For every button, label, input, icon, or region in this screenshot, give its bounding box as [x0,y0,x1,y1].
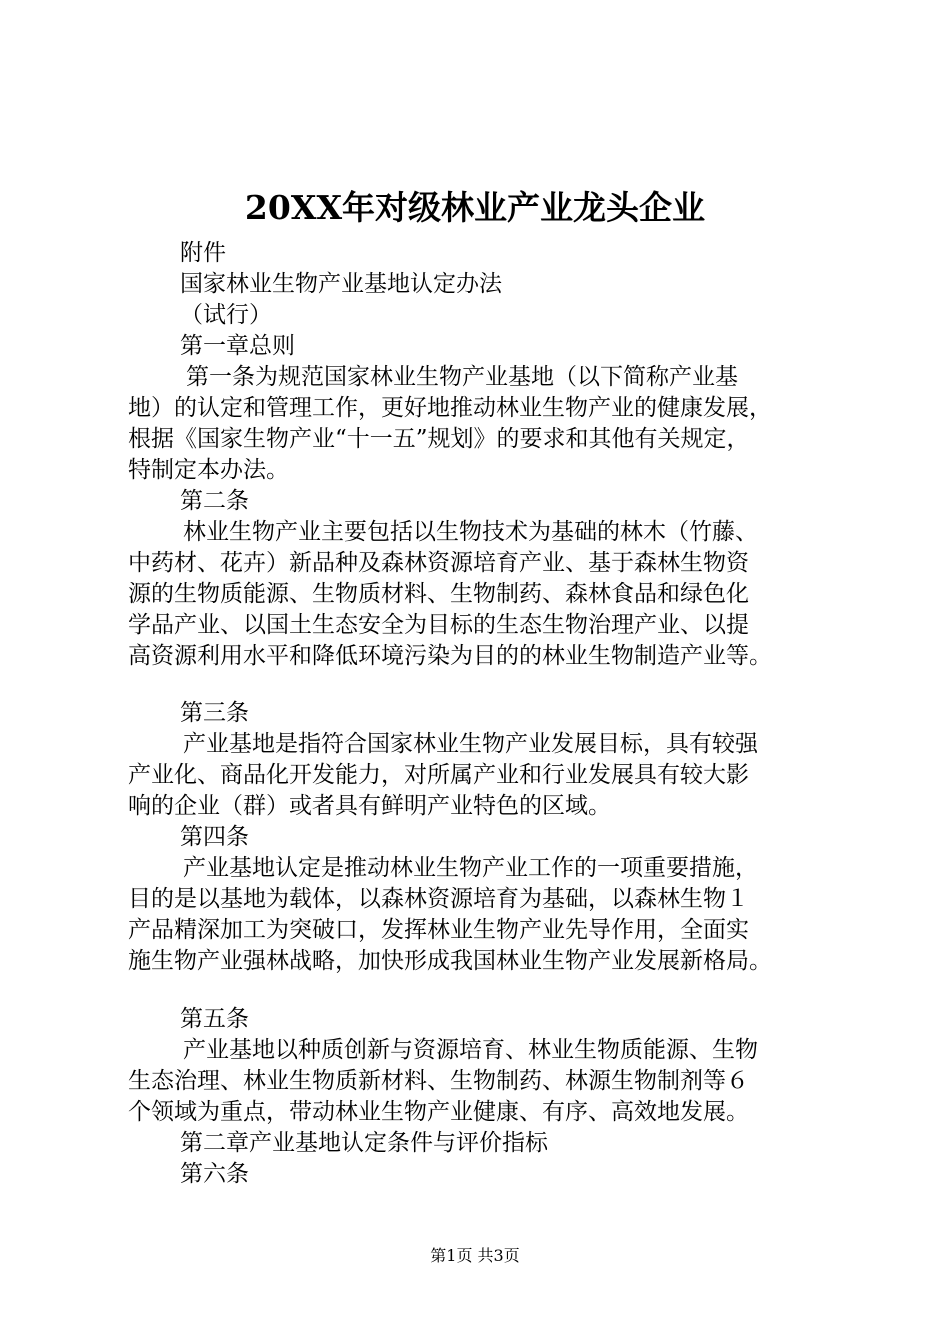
article-1-line: 第一条为规范国家林业生物产业基地（以下简称产业基 [186,364,738,390]
article-3-line: 产业基地是指符合国家林业生物产业发展目标，具有较强 [183,731,758,757]
article-3-line: 响的企业（群）或者具有鲜明产业特色的区域。 [128,793,611,819]
article-2-line: 林业生物产业主要包括以生物技术为基础的林木（竹藤、 [183,519,758,545]
article-1-line: 特制定本办法。 [128,457,289,483]
article-3-line: 产业化、商品化开发能力，对所属产业和行业发展具有较大影 [128,762,749,788]
article-4-heading: 第四条 [180,824,249,850]
article-2-heading: 第二条 [180,488,249,514]
article-1-line: 根据《国家生物产业“十一五”规划》的要求和其他有关规定， [128,426,750,452]
article-2-line: 源的生物质能源、生物质材料、生物制药、森林食品和绿色化 [128,581,749,607]
document-title: 20XX年对级林业产业龙头企业 [244,188,706,227]
article-4-line: 产品精深加工为突破口，发挥林业生物产业先导作用，全面实 [128,917,749,943]
article-2-line: 高资源利用水平和降低环境污染为目的的林业生物制造产业等。 [128,643,772,669]
article-3-heading: 第三条 [180,700,249,726]
article-5-line: 生态治理、林业生物质新材料、生物制药、林源生物制剂等６ [128,1068,749,1094]
attachment-label: 附件 [180,240,226,266]
chapter-1-heading: 第一章总则 [180,333,295,359]
page-footer: 第1页 共3页 [430,1246,520,1265]
article-4-line: 目的是以基地为载体，以森林资源培育为基础，以森林生物１ [128,886,749,912]
chapter-2-heading: 第二章产业基地认定条件与评价指标 [180,1130,548,1156]
article-5-heading: 第五条 [180,1006,249,1032]
article-6-heading: 第六条 [180,1161,249,1187]
article-2-line: 学品产业、以国土生态安全为目标的生态生物治理产业、以提 [128,612,749,638]
article-5-line: 产业基地以种质创新与资源培育、林业生物质能源、生物 [183,1037,758,1063]
article-5-line: 个领域为重点，带动林业生物产业健康、有序、高效地发展。 [128,1099,749,1125]
article-1-line: 地）的认定和管理工作，更好地推动林业生物产业的健康发展， [128,395,772,421]
doc-title: 国家林业生物产业基地认定办法 [180,271,502,297]
article-4-line: 产业基地认定是推动林业生物产业工作的一项重要措施， [183,855,758,881]
doc-note: （试行） [180,302,272,328]
article-4-line: 施生物产业强林战略，加快形成我国林业生物产业发展新格局。 [128,948,772,974]
article-2-line: 中药材、花卉）新品种及森林资源培育产业、基于森林生物资 [128,550,749,576]
